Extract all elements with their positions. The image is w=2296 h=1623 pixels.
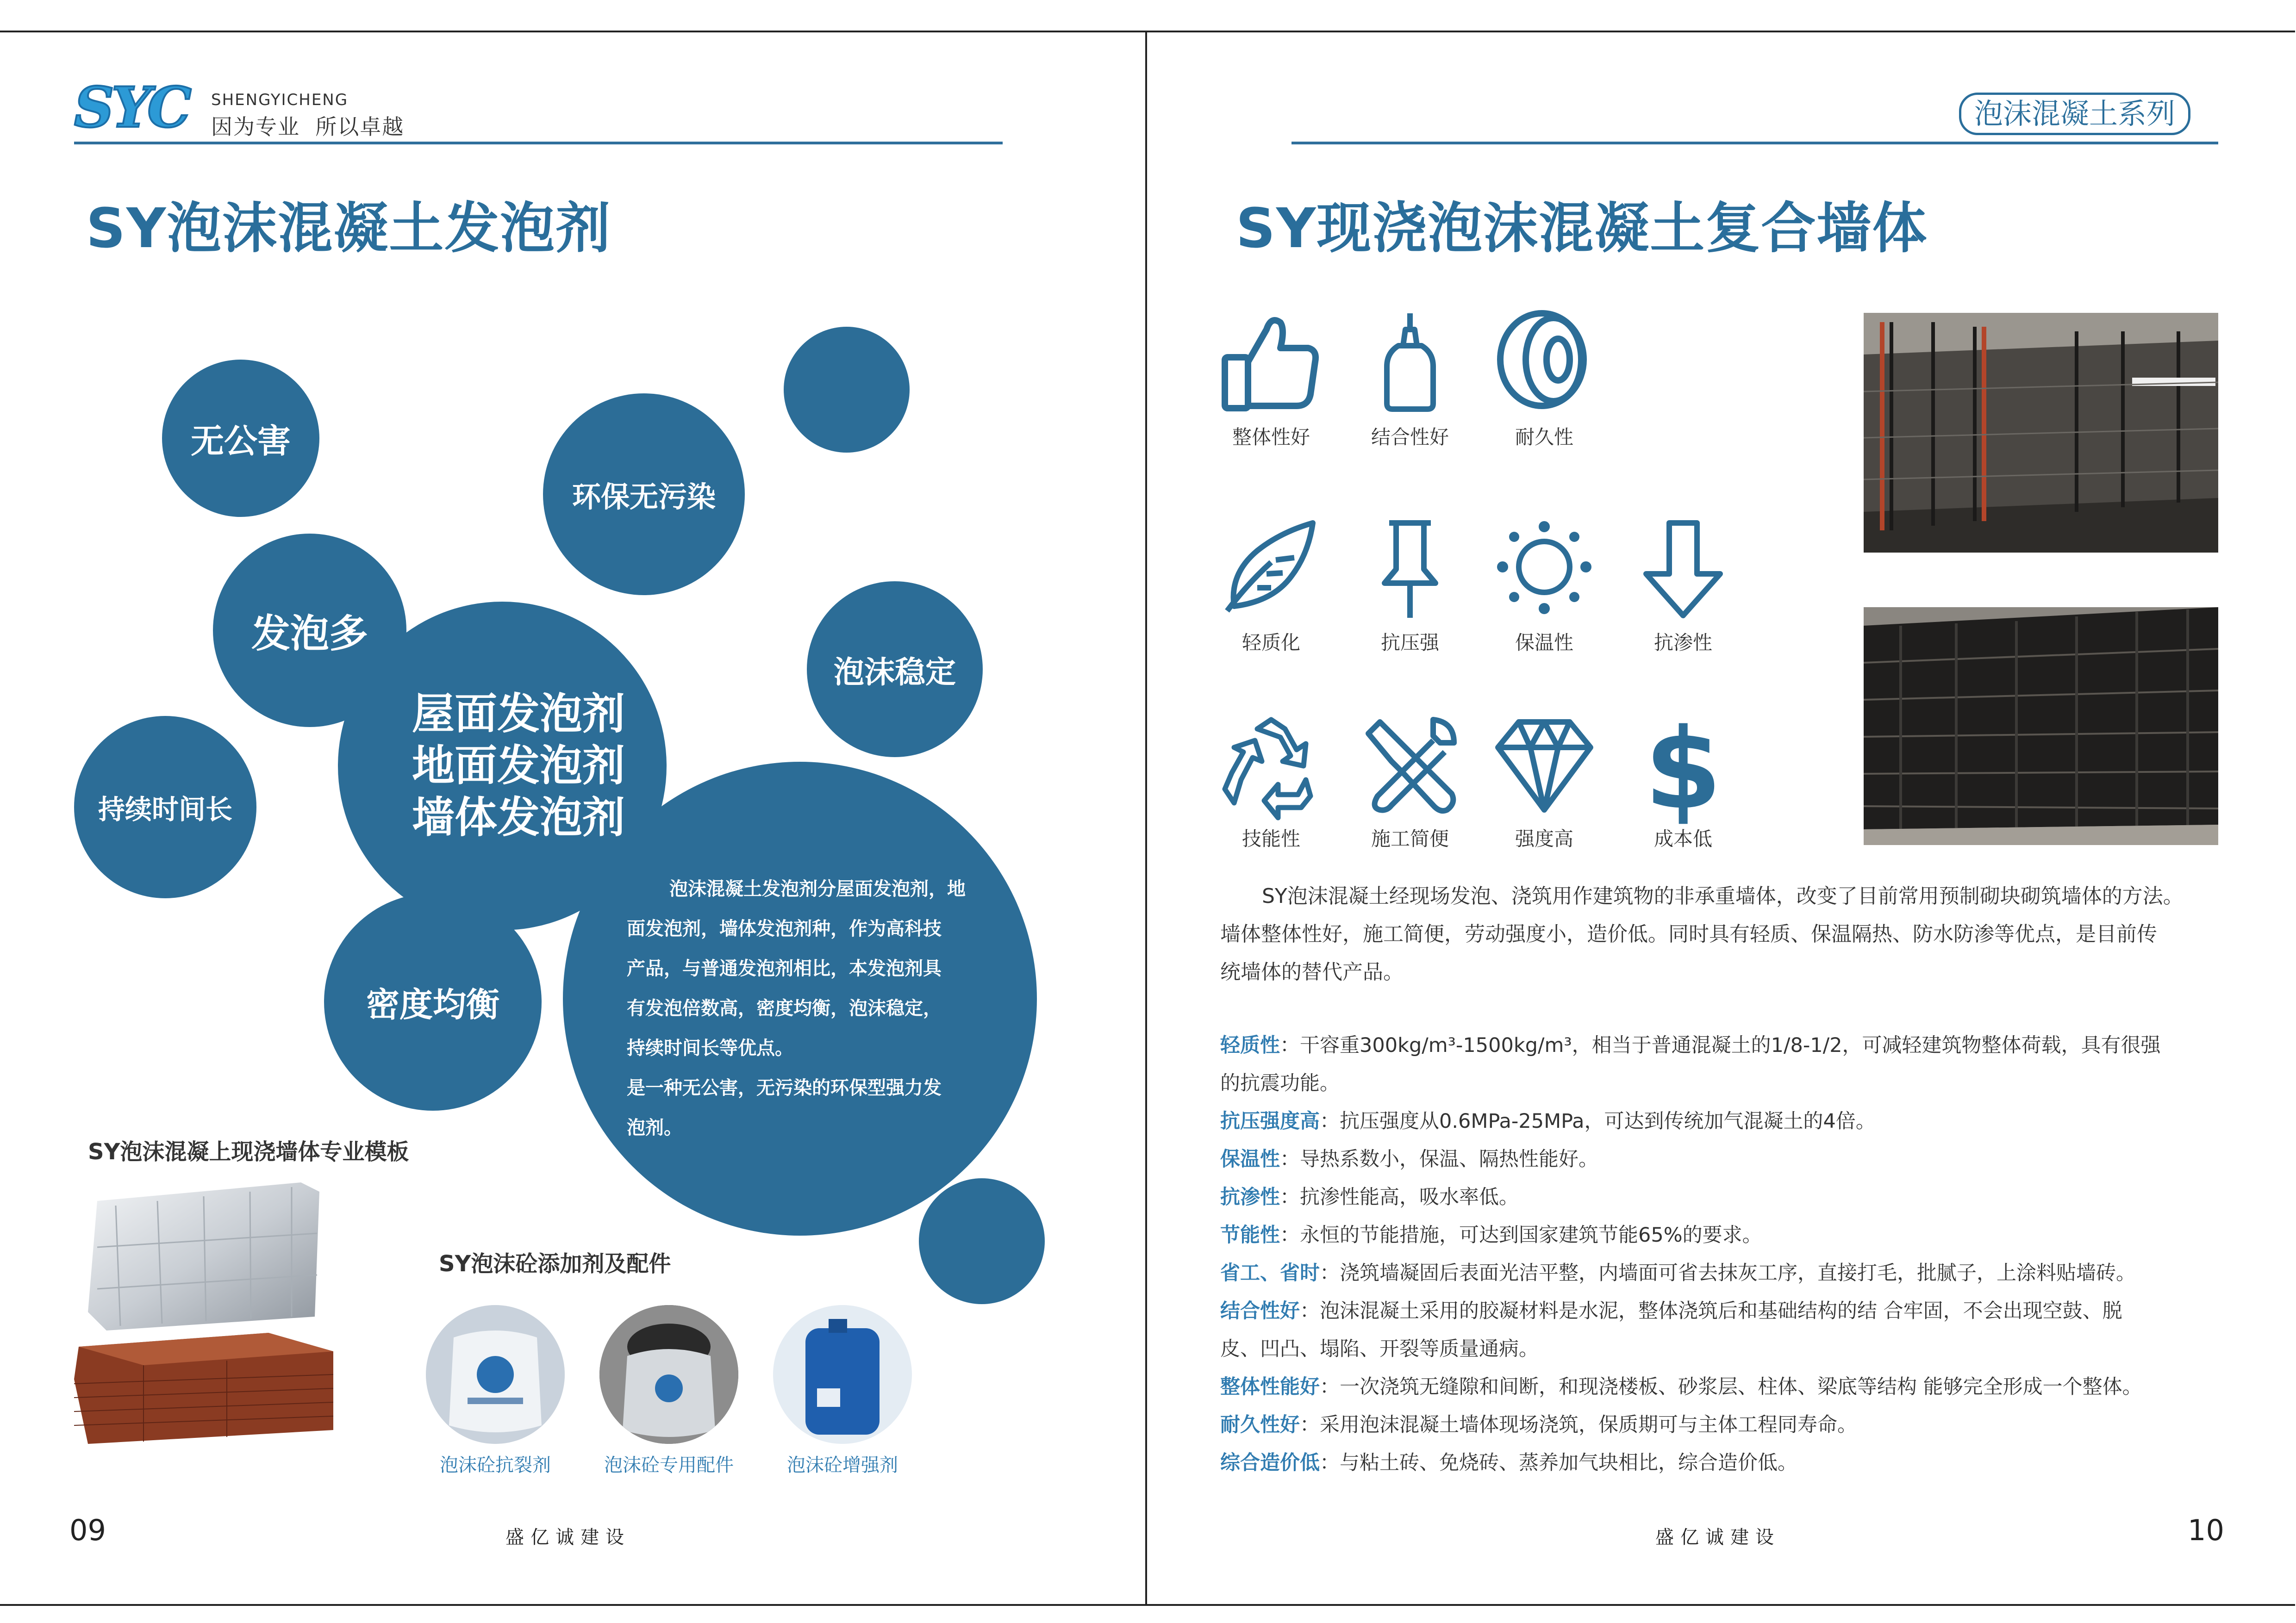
tools-icon (1359, 715, 1461, 817)
spec-text: 皮、凹凸、塌陷、开裂等质量通病。 (1220, 1337, 1539, 1361)
spec-item (1220, 1216, 2161, 1254)
bubble-density (324, 893, 542, 1111)
bubble-long-lasting-label: 持续时间长 (98, 794, 232, 825)
intro-paragraph (1220, 877, 2220, 991)
formwork-photo-silver (88, 1178, 319, 1331)
header-rule-left (74, 142, 1003, 144)
construction-photo-top (1864, 313, 2218, 553)
page-number-left: 09 (69, 1513, 106, 1547)
feature-label: 施工简便 (1371, 827, 1449, 850)
intro-line: SY泡沫混凝土经现场发泡、浇筑用作建筑物的非承重墙体，改变了目前常用预制砌块砌筑墙体的方法。 (1262, 884, 2184, 908)
spec-text: ：干容重300kg/m³-1500kg/m³，相当于普通混凝土的1/8-1/2，可减轻建筑物整体荷载，具有很强 (1280, 1034, 2161, 1057)
spec-key: 保温性 (1220, 1148, 1280, 1171)
product-caption-enhancer: 泡沫砼增强剂 (787, 1455, 898, 1476)
feature-label: 轻质化 (1242, 631, 1300, 654)
spec-key: 耐久性好 (1220, 1413, 1300, 1436)
feature-label: 整体性好 (1232, 426, 1310, 448)
spec-text: ：导热系数小，保温、隔热性能好。 (1280, 1148, 1598, 1171)
feature-label: 结合性好 (1371, 426, 1449, 448)
page-number-right: 10 (2188, 1513, 2224, 1547)
spec-key: 轻质性 (1220, 1034, 1280, 1057)
desc-line: 面发泡剂，墙体发泡剂种，作为高科技 (627, 918, 942, 939)
spec-text: ：采用泡沫混凝土墙体现场浇筑，保质期可与主体工程同寿命。 (1300, 1413, 1857, 1436)
product-photo-parts (599, 1305, 738, 1444)
spec-list (1220, 1026, 2161, 1482)
spec-text: 的抗震功能。 (1220, 1072, 1340, 1095)
main-product-3: 墙体发泡剂 (412, 793, 625, 842)
product-photo-anticrack (426, 1305, 565, 1444)
series-tag: 泡沫混凝土系列 (1959, 93, 2190, 135)
product-caption-anticrack: 泡沫砼抗裂剂 (440, 1455, 551, 1476)
spec-text: ：泡沫混凝土采用的胶凝材料是水泥，整体浇筑后和基础结构的结 合牢固，不会出现空鼓、脱 (1300, 1300, 2122, 1323)
bubble-eco (543, 393, 745, 595)
footer-brand-left: 盛亿诚建设 (505, 1527, 630, 1548)
spec-key: 节能性 (1220, 1224, 1280, 1247)
additive-section-label: SY泡沫砼添加剂及配件 (439, 1251, 671, 1277)
spec-key: 抗压强度高 (1220, 1110, 1320, 1133)
bubble-long-lasting (74, 716, 256, 898)
feature-label: 技能性 (1242, 827, 1300, 850)
spec-item (1220, 1254, 2161, 1292)
spec-text: ：与粘土砖、免烧砖、蒸养加气块相比，综合造价低。 (1320, 1451, 1797, 1474)
main-product-1: 屋面发泡剂 (412, 689, 625, 739)
formwork-photo-brown (74, 1333, 338, 1444)
tire-icon (1493, 311, 1595, 413)
feature-label: 抗压强 (1380, 631, 1439, 654)
template-section-label: SY泡沫混凝上现浇墙体专业模板 (88, 1139, 409, 1165)
product-photo-enhancer (773, 1305, 912, 1444)
sun-icon (1493, 518, 1595, 620)
feature-label: 成本低 (1653, 827, 1712, 850)
spec-text: ：一次浇筑无缝隙和间断，和现浇楼板、砂浆层、柱体、梁底等结构 能够完全形成一个整体。 (1320, 1375, 2142, 1399)
spec-item (1220, 1368, 2161, 1406)
bubble-high-foam-label: 发泡多 (251, 610, 368, 656)
bubble-no-harm-label: 无公害 (190, 422, 291, 460)
spec-text: ：浇筑墙凝固后表面光洁平整，内墙面可省去抹灰工序，直接打毛，批腻子，上涂料贴墙砖。 (1320, 1262, 2136, 1285)
intro-line: 统墙体的替代产品。 (1220, 960, 1404, 984)
bubble-no-harm (162, 360, 319, 517)
logo-mark: SYC (74, 75, 189, 140)
spec-text: ：永恒的节能措施，可达到国家建筑节能65%的要求。 (1280, 1224, 1762, 1247)
feather-icon (1220, 518, 1322, 620)
bubble-stable-foam (807, 581, 983, 757)
spec-item (1220, 1064, 2161, 1102)
feature-label: 保温性 (1515, 631, 1573, 654)
page-title-left: SY泡沫混凝土发泡剂 (86, 196, 611, 260)
bubble-stable-foam-label: 泡沫稳定 (834, 654, 956, 690)
thumbs-up-icon (1220, 311, 1322, 413)
bubble-density-label: 密度均衡 (366, 985, 499, 1024)
spec-key: 结合性好 (1220, 1300, 1300, 1323)
spec-key: 整体性能好 (1220, 1375, 1320, 1399)
spec-item (1220, 1140, 2161, 1178)
diamond-icon (1493, 715, 1595, 817)
spec-key: 综合造价低 (1220, 1451, 1320, 1474)
foaming-agent-description (627, 869, 1016, 1148)
pushpin-icon (1359, 518, 1461, 620)
desc-line: 是一种无公害，无污染的环保型强力发 (627, 1077, 942, 1099)
feature-label: 强度高 (1515, 827, 1573, 850)
spec-item (1220, 1102, 2161, 1140)
bubble-eco-label: 环保无污染 (572, 479, 716, 514)
desc-line: 有发泡倍数高，密度均衡，泡沫稳定， (627, 998, 942, 1019)
desc-line: 泡剂。 (627, 1117, 682, 1138)
spec-item (1220, 1406, 2161, 1444)
bubble-empty-bottom (919, 1178, 1045, 1304)
desc-line: 产品，与普通发泡剂相比，本发泡剂具 (627, 958, 942, 979)
main-product-2: 地面发泡剂 (412, 741, 625, 790)
spec-item (1220, 1026, 2161, 1064)
spec-item (1220, 1444, 2161, 1482)
glue-bottle-icon (1359, 311, 1461, 413)
product-caption-parts: 泡沫砼专用配件 (604, 1455, 734, 1476)
intro-line: 墙体整体性好，施工简便，劳动强度小，造价低。同时具有轻质、保温隔热、防水防渗等优点，是目前传 (1220, 922, 2157, 946)
logo-slogan: 因为专业 所以卓越 (211, 114, 405, 139)
svg-text:$: $ (1644, 704, 1722, 834)
spec-text: ：抗渗性能高，吸水率低。 (1280, 1186, 1519, 1209)
spec-item (1220, 1292, 2161, 1330)
spec-key: 省工、省时 (1220, 1262, 1320, 1285)
logo-english: SHENGYICHENG (211, 91, 349, 109)
arrow-down-icon (1632, 518, 1734, 620)
spec-key: 抗渗性 (1220, 1186, 1280, 1209)
desc-line: 持续时间长等优点。 (627, 1038, 793, 1059)
footer-brand-right: 盛亿诚建设 (1655, 1527, 1780, 1548)
page-title-right: SY现浇泡沫混凝土复合墙体 (1236, 196, 1928, 260)
spec-item (1220, 1178, 2161, 1216)
bubble-empty-top (784, 327, 910, 453)
spec-text: ：抗压强度从0.6MPa-25MPa，可达到传统加气混凝土的4倍。 (1320, 1110, 1876, 1133)
header-rule-right (1292, 142, 2218, 144)
feature-label: 耐久性 (1515, 426, 1573, 448)
feature-label: 抗渗性 (1653, 631, 1712, 654)
dollar-icon (1632, 704, 1734, 834)
construction-photo-bottom (1864, 607, 2218, 845)
desc-line: 泡沫混凝土发泡剂分屋面发泡剂，地 (669, 878, 966, 900)
recycle-icon (1220, 715, 1322, 817)
spec-item (1220, 1330, 2161, 1368)
